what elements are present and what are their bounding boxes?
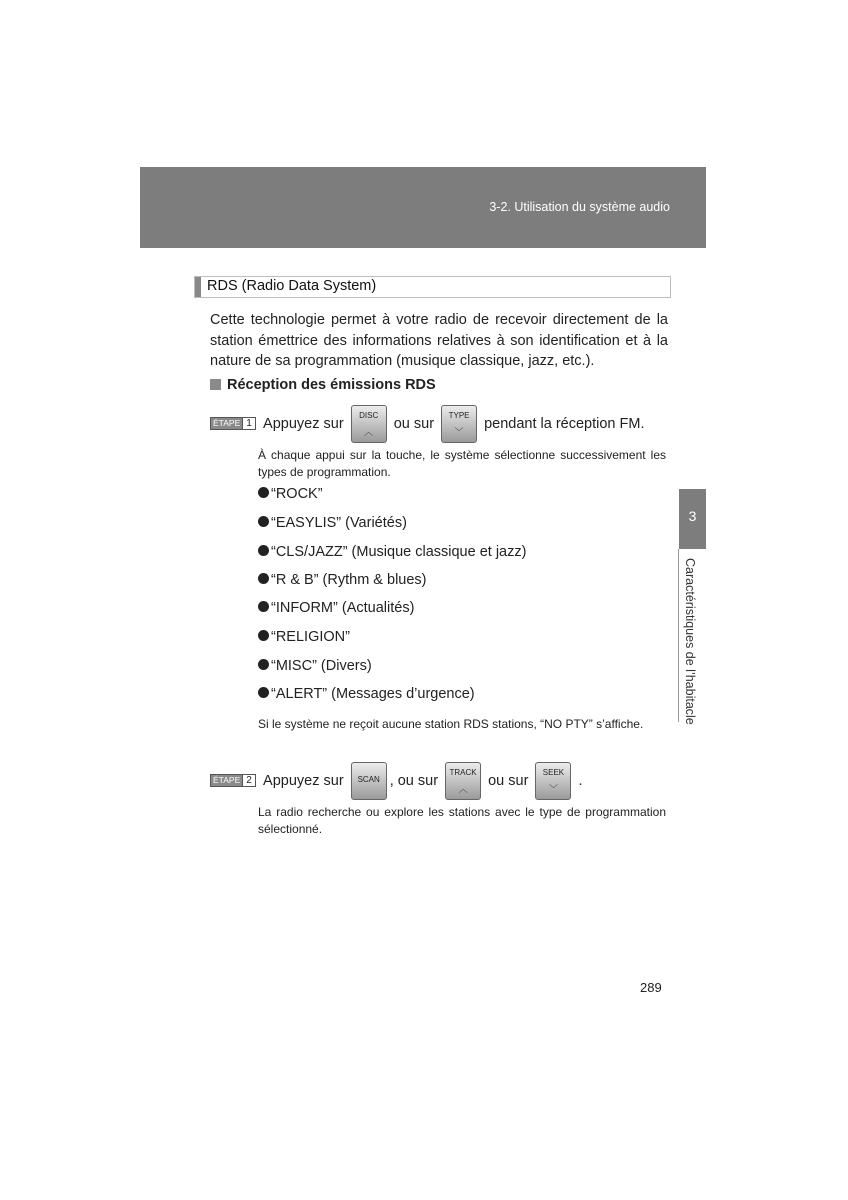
list-item: “INFORM” (Actualités) (258, 600, 414, 616)
list-item: “EASYLIS” (Variétés) (258, 515, 407, 531)
chapter-number: 3 (688, 508, 697, 524)
step-1-note: À chaque appui sur la touche, le système sélectionne successivement les types de programmation. (258, 448, 666, 479)
list-item: “MISC” (Divers) (258, 658, 372, 674)
chapter-tab (679, 489, 706, 549)
step-text: . (578, 772, 583, 789)
list-item: “ALERT” (Messages d’urgence) (258, 686, 475, 702)
bullet-dot-icon (258, 687, 269, 698)
step-badge: ÉTAPE 2 (210, 774, 256, 787)
scan-button-icon: SCAN (351, 762, 387, 800)
step-text: Appuyez sur (263, 415, 344, 432)
list-item: “CLS/JAZZ” (Musique classique et jazz) (258, 544, 526, 560)
bullet-dot-icon (258, 659, 269, 670)
track-button-icon: TRACK ︿ (445, 762, 481, 800)
bullet-dot-icon (258, 630, 269, 641)
seek-button-icon: SEEK ﹀ (535, 762, 571, 800)
square-bullet-icon (210, 379, 221, 390)
page-number: 289 (640, 980, 662, 995)
chapter-label: Caractéristiques de l’habitacle (683, 558, 697, 725)
subheading-text: Réception des émissions RDS (227, 377, 436, 393)
step-text: ou sur (488, 772, 529, 789)
bullet-dot-icon (258, 573, 269, 584)
list-item: “ROCK” (258, 486, 323, 502)
chapter-tab-line (678, 549, 679, 722)
bullet-dot-icon (258, 516, 269, 527)
bullet-dot-icon (258, 487, 269, 498)
step-text: ou sur (393, 415, 435, 432)
step-text: , ou sur (389, 772, 439, 789)
no-pty-note: Si le système ne reçoit aucune station RDS stations, “NO PTY” s’affiche. (258, 717, 644, 731)
step-badge: ÉTAPE 1 (210, 417, 256, 430)
bullet-dot-icon (258, 545, 269, 556)
section-breadcrumb: 3-2. Utilisation du système audio (489, 200, 670, 214)
section-title: RDS (Radio Data System) (207, 278, 377, 294)
step-1 (210, 405, 645, 443)
section-title-box (194, 276, 671, 298)
chapter-header (140, 167, 706, 248)
subheading (210, 377, 436, 393)
bullet-dot-icon (258, 601, 269, 612)
list-item: “RELIGION” (258, 629, 350, 645)
intro-paragraph: Cette technologie permet à votre radio de recevoir directement de la station émettrice des informations relatives à son identification et à la nature de sa programmation (musique classique, jazz, etc.). (210, 312, 668, 369)
step-text: pendant la réception FM. (484, 415, 645, 432)
disc-button-icon: DISC ︿ (351, 405, 387, 443)
list-item: “R & B” (Rythm & blues) (258, 572, 427, 588)
type-button-icon: TYPE ﹀ (441, 405, 477, 443)
step-2-note: La radio recherche ou explore les stations avec le type de programmation sélectionné. (258, 805, 666, 836)
section-title-bar (195, 277, 201, 297)
step-2 (210, 762, 583, 800)
step-text: Appuyez sur (263, 772, 344, 789)
